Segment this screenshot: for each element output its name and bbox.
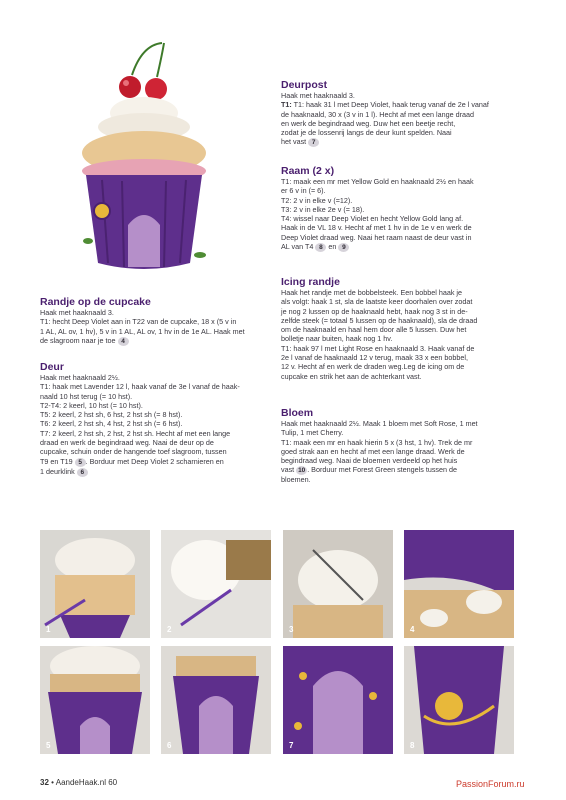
cupcake-house-photo — [62, 35, 232, 285]
text-line: bolletje naar buiten, haak nog 1 hv. — [281, 334, 393, 344]
step-photo-5-image — [40, 646, 150, 754]
text-line: T5: 2 keerl, 2 hst sh, 6 hst, 2 hst sh (= 8 hst). — [40, 410, 183, 420]
text-fragment: T1: haak 31 l met Deep Violet, haak terug vanaf de 2e l vanaf — [293, 100, 489, 110]
text-line — [281, 242, 551, 252]
step-badge: 7 — [308, 138, 319, 147]
step-badge: 6 — [77, 468, 88, 477]
step-photo-1 — [40, 530, 150, 638]
text-line: draad en werk de begindraad weg. Naai de deur op de — [40, 438, 214, 448]
text-line — [40, 467, 270, 477]
step-photo-6 — [161, 646, 271, 754]
text-line: en werk de begindraad weg. Duw het een beetje recht, — [281, 118, 456, 128]
step-badge: 10 — [298, 467, 306, 475]
magazine-name: AandeHaak.nl 60 — [55, 778, 118, 787]
text-fragment: AL van T4 — [281, 242, 314, 252]
text-line: je nog 2 lussen op de haaknaald hebt, haak nog 3 st in de- — [281, 306, 468, 316]
text-line: Haak met haaknaald 2½. — [40, 373, 120, 382]
text-line: T1: haak 97 l met Light Rose en haaknaald 3. Haak vanaf de — [281, 343, 475, 353]
step-badge: 9 — [338, 243, 349, 252]
step-badge: 8 — [315, 243, 326, 252]
text-line: T1: T1: haak 31 l met Deep Violet, haak terug vanaf de 2e l vanaf — [281, 100, 489, 110]
text-line: T1: maak een mr en haak hierin 5 x (3 hst, 1 hv). Trek de mr — [281, 437, 473, 447]
section-title: Icing randje — [281, 276, 340, 288]
text-line: bloemen. — [281, 475, 311, 485]
text-fragment: . Borduur met Forest Green stengels tussen de — [307, 465, 458, 475]
text-fragment: 1 deurklink — [40, 466, 75, 476]
text-fragment: T9 en T19 — [40, 456, 73, 466]
section-title: Randje op de cupcake — [40, 296, 151, 308]
footer-bullet: • — [51, 778, 54, 787]
text-line — [40, 457, 270, 467]
text-fragment: en — [328, 242, 337, 252]
step-photo-3-image — [283, 530, 393, 638]
text-line: om de haaknaald en haal hem door alle 5 lussen. Duw het — [281, 325, 467, 335]
step-photo-4 — [404, 530, 514, 638]
text-line: T1: maak een mr met Yellow Gold en haaknaald 2½ en haak — [281, 177, 474, 186]
text-line: Haak in de VL 18 v. Hecht af met 1 hv in de 1e v en werk de — [281, 223, 472, 233]
step-photo-7 — [283, 646, 393, 754]
step-number: 1 — [46, 625, 51, 634]
text-line: Haak met haaknaald 2½. Maak 1 bloem met Soft Rose, 1 met — [281, 419, 478, 428]
section-body — [281, 177, 551, 252]
section-icing — [281, 276, 551, 381]
step-number: 3 — [289, 625, 294, 634]
text-line: Haak het randje met de bobbelsteek. Een bobbel haak je — [281, 288, 463, 297]
step-photo-8 — [404, 646, 514, 754]
step-number: 7 — [289, 741, 294, 750]
section-randje — [40, 296, 270, 346]
text-line: als volgt: haak 1 st, sla de laatste keer doorhalen over zodat — [281, 297, 473, 307]
text-line: Deep Violet draad weg. Naai het raam naast de deur vast in — [281, 232, 472, 242]
text-line: zelfde steek (= totaal 5 lussen op de haaknaald), sla de draad — [281, 315, 478, 325]
text-fragment: vast — [281, 465, 295, 475]
text-line — [40, 336, 270, 346]
step-badge: 5 — [75, 458, 86, 467]
watermark: PassionForum.ru — [456, 779, 525, 789]
text-line: T2: 2 v in elke v (=12). — [281, 195, 353, 205]
text-line: naald 10 hst terug (= 10 hst). — [40, 391, 133, 401]
section-bloem — [281, 407, 551, 485]
step-photo-3 — [283, 530, 393, 638]
text-line: 1 AL, AL ov, 1 hv), 5 v in 1 AL, AL ov, 1 hv in de 1e AL. Haak met — [40, 326, 245, 336]
step-photo-7-image — [283, 646, 393, 754]
text-line: begindraad weg. Naai de bloemen verdeeld op het huis — [281, 456, 458, 466]
text-fragment: het vast — [281, 137, 307, 147]
step-number: 4 — [410, 625, 415, 634]
text-line: Haak met haaknaald 3. — [40, 308, 114, 317]
section-body — [40, 373, 270, 477]
step-number: 5 — [46, 741, 51, 750]
section-title: Deur — [40, 361, 64, 373]
step-photo-2-image — [161, 530, 271, 638]
page-number: 32 — [40, 778, 49, 787]
text-line — [281, 465, 551, 475]
section-title: Deurpost — [281, 79, 328, 91]
text-line: er 6 v in (= 6). — [281, 186, 326, 196]
section-raam — [281, 165, 551, 252]
text-line: zodat je de lossenrij langs de deur kunt spelden. Naai — [281, 128, 452, 138]
text-fragment: de slagroom naar je toe — [40, 335, 116, 345]
section-body — [281, 419, 551, 485]
section-deurpost — [281, 79, 551, 147]
text-fragment: . Borduur met Deep Violet 2 scharnieren en — [85, 456, 224, 466]
text-line: T2-T4: 2 keerl, 10 hst (= 10 hst). — [40, 400, 143, 410]
section-body — [281, 288, 551, 381]
text-line: T1: haak met Lavender 12 l, haak vanaf de 3e l vanaf de haak- — [40, 382, 240, 392]
step-number: 8 — [410, 741, 415, 750]
step-photo-2 — [161, 530, 271, 638]
step-number: 2 — [167, 625, 172, 634]
text-line: Haak met haaknaald 3. — [281, 91, 355, 100]
text-line: 2e l vanaf de haaknaald 12 v terug, maak 33 x een bobbel, — [281, 353, 469, 363]
step-photo-1-image — [40, 530, 150, 638]
page-footer — [40, 778, 117, 787]
text-line: de haaknaald, 30 x (3 v in 1 l). Hecht af met een lange draad — [281, 109, 474, 119]
step-photo-6-image — [161, 646, 271, 754]
step-number: 6 — [167, 741, 172, 750]
step-photo-5 — [40, 646, 150, 754]
section-body — [40, 308, 270, 346]
section-deur — [40, 361, 270, 477]
section-body — [281, 91, 551, 147]
step-photo-8-image — [404, 646, 514, 754]
text-line: cupcake, schuin onder de hangende toef slagroom, tussen — [40, 447, 227, 457]
text-line: cupcake en strik het aan de achterkant vast. — [281, 371, 422, 381]
text-line — [281, 137, 551, 147]
text-line: T3: 2 v in elke 2e v (= 18). — [281, 204, 365, 214]
section-title: Raam (2 x) — [281, 165, 335, 177]
text-line: T1: hecht Deep Violet aan in T22 van de cupcake, 18 x (5 v in — [40, 317, 237, 327]
section-title: Bloem — [281, 407, 314, 419]
step-photo-4-image — [404, 530, 514, 638]
text-line: T4: wissel naar Deep Violet en hecht Yellow Gold lang af. — [281, 214, 464, 224]
text-line: T7: 2 keerl, 2 hst sh, 2 hst, 2 hst sh. Hecht af met een lange — [40, 428, 231, 438]
text-line: 12 v. Hecht af en werk de draden weg.Leg de icing om de — [281, 362, 465, 372]
step-badge: 4 — [118, 337, 129, 346]
text-line: goed strak aan en hecht af met een lange draad. Werk de — [281, 446, 465, 456]
text-line: Tulip, 1 met Cherry. — [281, 428, 344, 438]
text-line: T6: 2 keerl, 2 hst sh, 4 hst, 2 hst sh (= 6 hst). — [40, 419, 183, 429]
